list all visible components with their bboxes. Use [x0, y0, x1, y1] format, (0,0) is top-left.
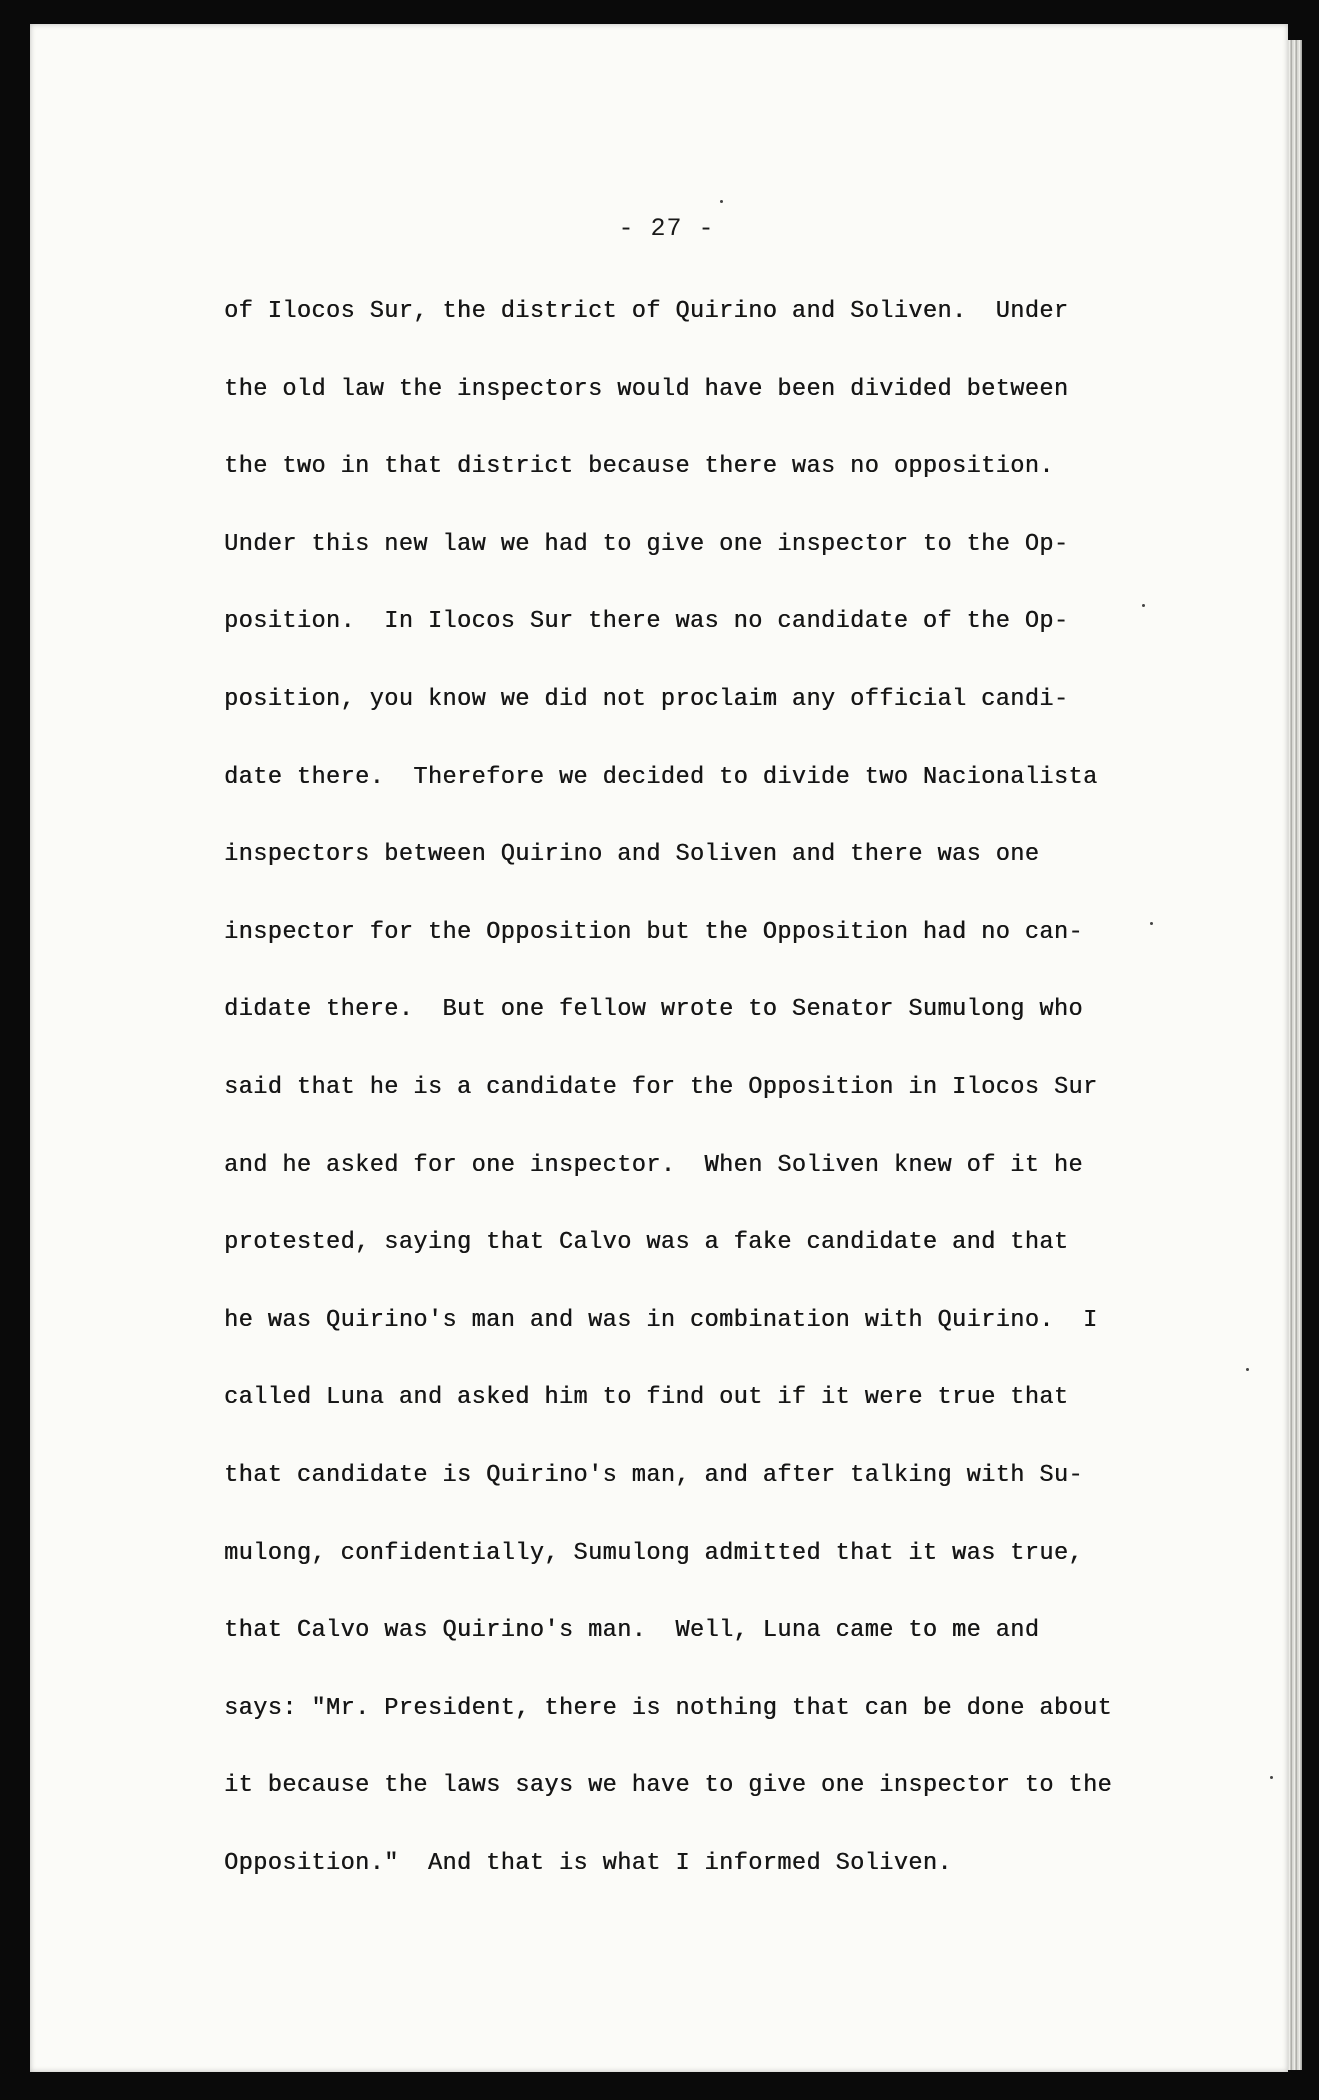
body-text: [224, 284, 1184, 1913]
text-line: the old law the inspectors would have been divided between: [224, 375, 1069, 403]
text-line: position, you know we did not proclaim any official candi-: [224, 685, 1069, 713]
text-line: that candidate is Quirino's man, and after talking with Su-: [224, 1461, 1083, 1489]
text-line: says: "Mr. President, there is nothing that can be done about: [224, 1694, 1113, 1722]
text-line: didate there. But one fellow wrote to Senator Sumulong who: [224, 996, 1083, 1024]
paper-speck: [720, 200, 723, 203]
text-line: inspectors between Quirino and Soliven and there was one: [224, 841, 1040, 869]
text-line: it because the laws says we have to give one inspector to the: [224, 1772, 1113, 1800]
page-stack-edge: [1288, 40, 1302, 2070]
text-line: protested, saying that Calvo was a fake candidate and that: [224, 1229, 1069, 1257]
page-number: - 27 -: [618, 214, 715, 243]
text-line: Opposition." And that is what I informed Soliven.: [224, 1849, 952, 1877]
text-line: the two in that district because there was no opposition.: [224, 453, 1054, 481]
text-line: of Ilocos Sur, the district of Quirino and Soliven. Under: [224, 298, 1069, 325]
text-line: and he asked for one inspector. When Soliven knew of it he: [224, 1151, 1083, 1179]
paper-speck: [1246, 1368, 1249, 1371]
text-line: called Luna and asked him to find out if it were true that: [224, 1384, 1069, 1412]
text-line: said that he is a candidate for the Opposition in Ilocos Sur: [224, 1073, 1098, 1101]
paper-speck: [1270, 1776, 1273, 1779]
text-line: Under this new law we had to give one inspector to the Op-: [224, 530, 1069, 558]
text-line: date there. Therefore we decided to divide two Nacionalista: [224, 763, 1098, 791]
text-line: position. In Ilocos Sur there was no candidate of the Op-: [224, 608, 1069, 636]
text-line: inspector for the Opposition but the Opposition had no can-: [224, 918, 1083, 946]
text-line: that Calvo was Quirino's man. Well, Luna came to me and: [224, 1617, 1040, 1645]
text-line: he was Quirino's man and was in combination with Quirino. I: [224, 1306, 1098, 1334]
text-line: mulong, confidentially, Sumulong admitted that it was true,: [224, 1539, 1083, 1567]
